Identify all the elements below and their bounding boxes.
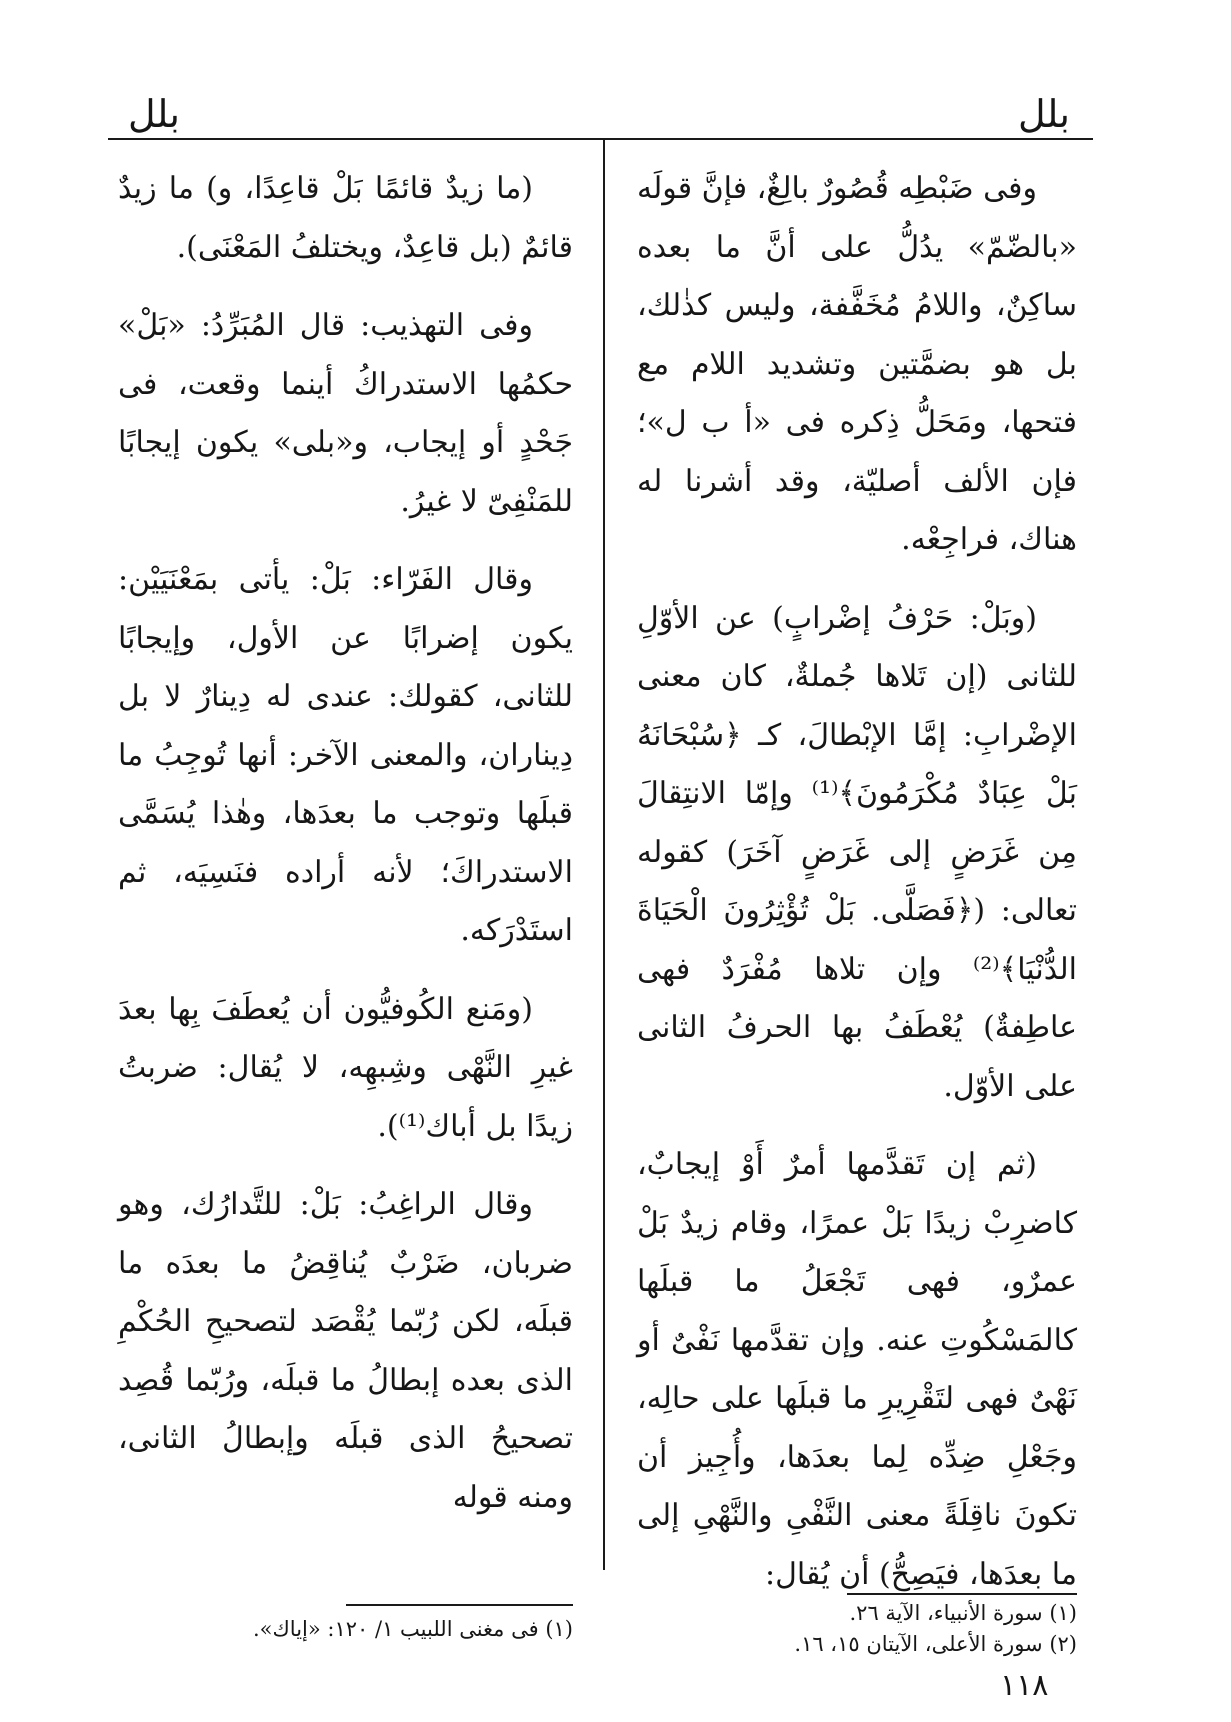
paragraph: وقال الفَرّاء: بَلْ: يأتى بمَعْنَيَيْن: يكون إضرابًا عن الأول، وإيجابًا للثانى، كقولك: عندى له دِينارٌ لا بل دِيناران، والمعنى الآخر: أنها تُوجِبُ ما قبلَها وتوجب ما بعدَها، وهٰذا يُسَمَّى الاستدراكَ؛ لأنه أراده فنَسِيَه، ثم استَدْرَكه.	[118, 562, 573, 948]
right-column	[637, 160, 1077, 1624]
paragraph: (ومَنع الكُوفيُّون أن يُعطَفَ بِها بعدَ غيرِ النَّهْى وشِبهِه، لا يُقال: ضربتُ زيدًا بل أباك⁽¹⁾).	[118, 991, 573, 1144]
running-header-left: بلل	[128, 92, 180, 136]
page-number: ١١٨	[1000, 1668, 1049, 1703]
paragraph: (ثم إن تَقدَّمها أمرٌ أَوْ إيجابٌ، كاضرِبْ زيدًا بَلْ عمرًا، وقام زيدٌ بَلْ عمرٌو، فهى تَجْعَلُ ما قبلَها كالمَسْكُوتِ عنه. وإن تقدَّمها نَفْىٌ أو نَهْىٌ فهى لتَقْرِيرِ ما قبلَها على حالِه، وجَعْلِ ضِدِّه لِما بعدَها، وأُجِيز أن تكونَ ناقِلَةً معنى النَّفْىِ والنَّهْىِ إلى ما بعدَها، فيَصِحُّ) أن يُقال:	[637, 1147, 1077, 1592]
footnotes-right	[637, 1598, 1077, 1660]
column-divider	[603, 140, 605, 1570]
footnote-rule-right	[847, 1593, 1077, 1595]
footnote-rule-left	[346, 1604, 573, 1606]
footnote: (١) سورة الأنبياء، الآية ٢٦.	[849, 1601, 1077, 1625]
footnotes-left	[118, 1614, 573, 1645]
footnote: (١) فى مغنى اللبيب ١/ ١٢٠: «إياك».	[252, 1617, 573, 1641]
running-header-right: بلل	[1018, 92, 1070, 136]
paragraph: (ما زيدٌ قائمًا بَلْ قاعِدًا، و) ما زيدٌ قائمٌ (بل قاعِدٌ، ويختلفُ المَعْنَى).	[118, 171, 573, 265]
left-column	[118, 160, 573, 1547]
header-rule	[108, 138, 1093, 140]
paragraph: (وبَلْ: حَرْفُ إضْرابٍ) عن الأوّلِ للثانى (إن تَلاها جُملةٌ، كان معنى الإضْرابِ: إمَّا الإبْطالَ، كـ ﴿سُبْحَانَهُ بَلْ عِبَادٌ مُكْرَمُونَ﴾⁽¹⁾ وإمّا الانتِقالَ مِن غَرَضٍ إلى غَرَضٍ آخَرَ) كقوله تعالى: (﴿فَصَلَّى. بَلْ تُؤْثِرُونَ الْحَيَاةَ الدُّنْيَا﴾⁽²⁾ وإن تلاها مُفْرَدٌ فهى عاطِفةٌ) يُعْطَفُ بها الحرفُ الثانى على الأوّل.	[637, 600, 1077, 1104]
paragraph: وفى ضَبْطِه قُصُورٌ بالِغٌ، فإنَّ قولَه «بالضّمّ» يدُلُّ على أنَّ ما بعده ساكِنٌ، واللامُ مُخَفَّفة، وليس كذٰلك، بل هو بضمَّتين وتشديد اللام مع فتحها، ومَحَلُّ ذِكره فى «أ ب ل»؛ فإن الألف أصليّة، وقد أشرنا له هناك، فراجِعْه.	[637, 171, 1077, 557]
paragraph: وقال الراغِبُ: بَلْ: للتَّدارُك، وهو ضربان، ضَرْبٌ يُناقِضُ ما بعدَه ما قبلَه، لكن رُبّما يُقْصَد لتصحيحِ الحُكْمِ الذى بعده إبطالُ ما قبلَه، ورُبّما قُصِد تصحيحُ الذى قبلَه وإبطالُ الثانى، ومنه قوله	[118, 1187, 573, 1515]
footnote: (٢) سورة الأعلى، الآيتان ١٥، ١٦.	[794, 1632, 1077, 1656]
paragraph: وفى التهذيب: قال المُبَرِّدُ: «بَلْ» حكمُها الاستدراكُ أينما وقعت، فى جَحْدٍ أو إيجاب، و«بلى» يكون إيجابًا للمَنْفِىّ لا غيرُ.	[118, 308, 573, 519]
